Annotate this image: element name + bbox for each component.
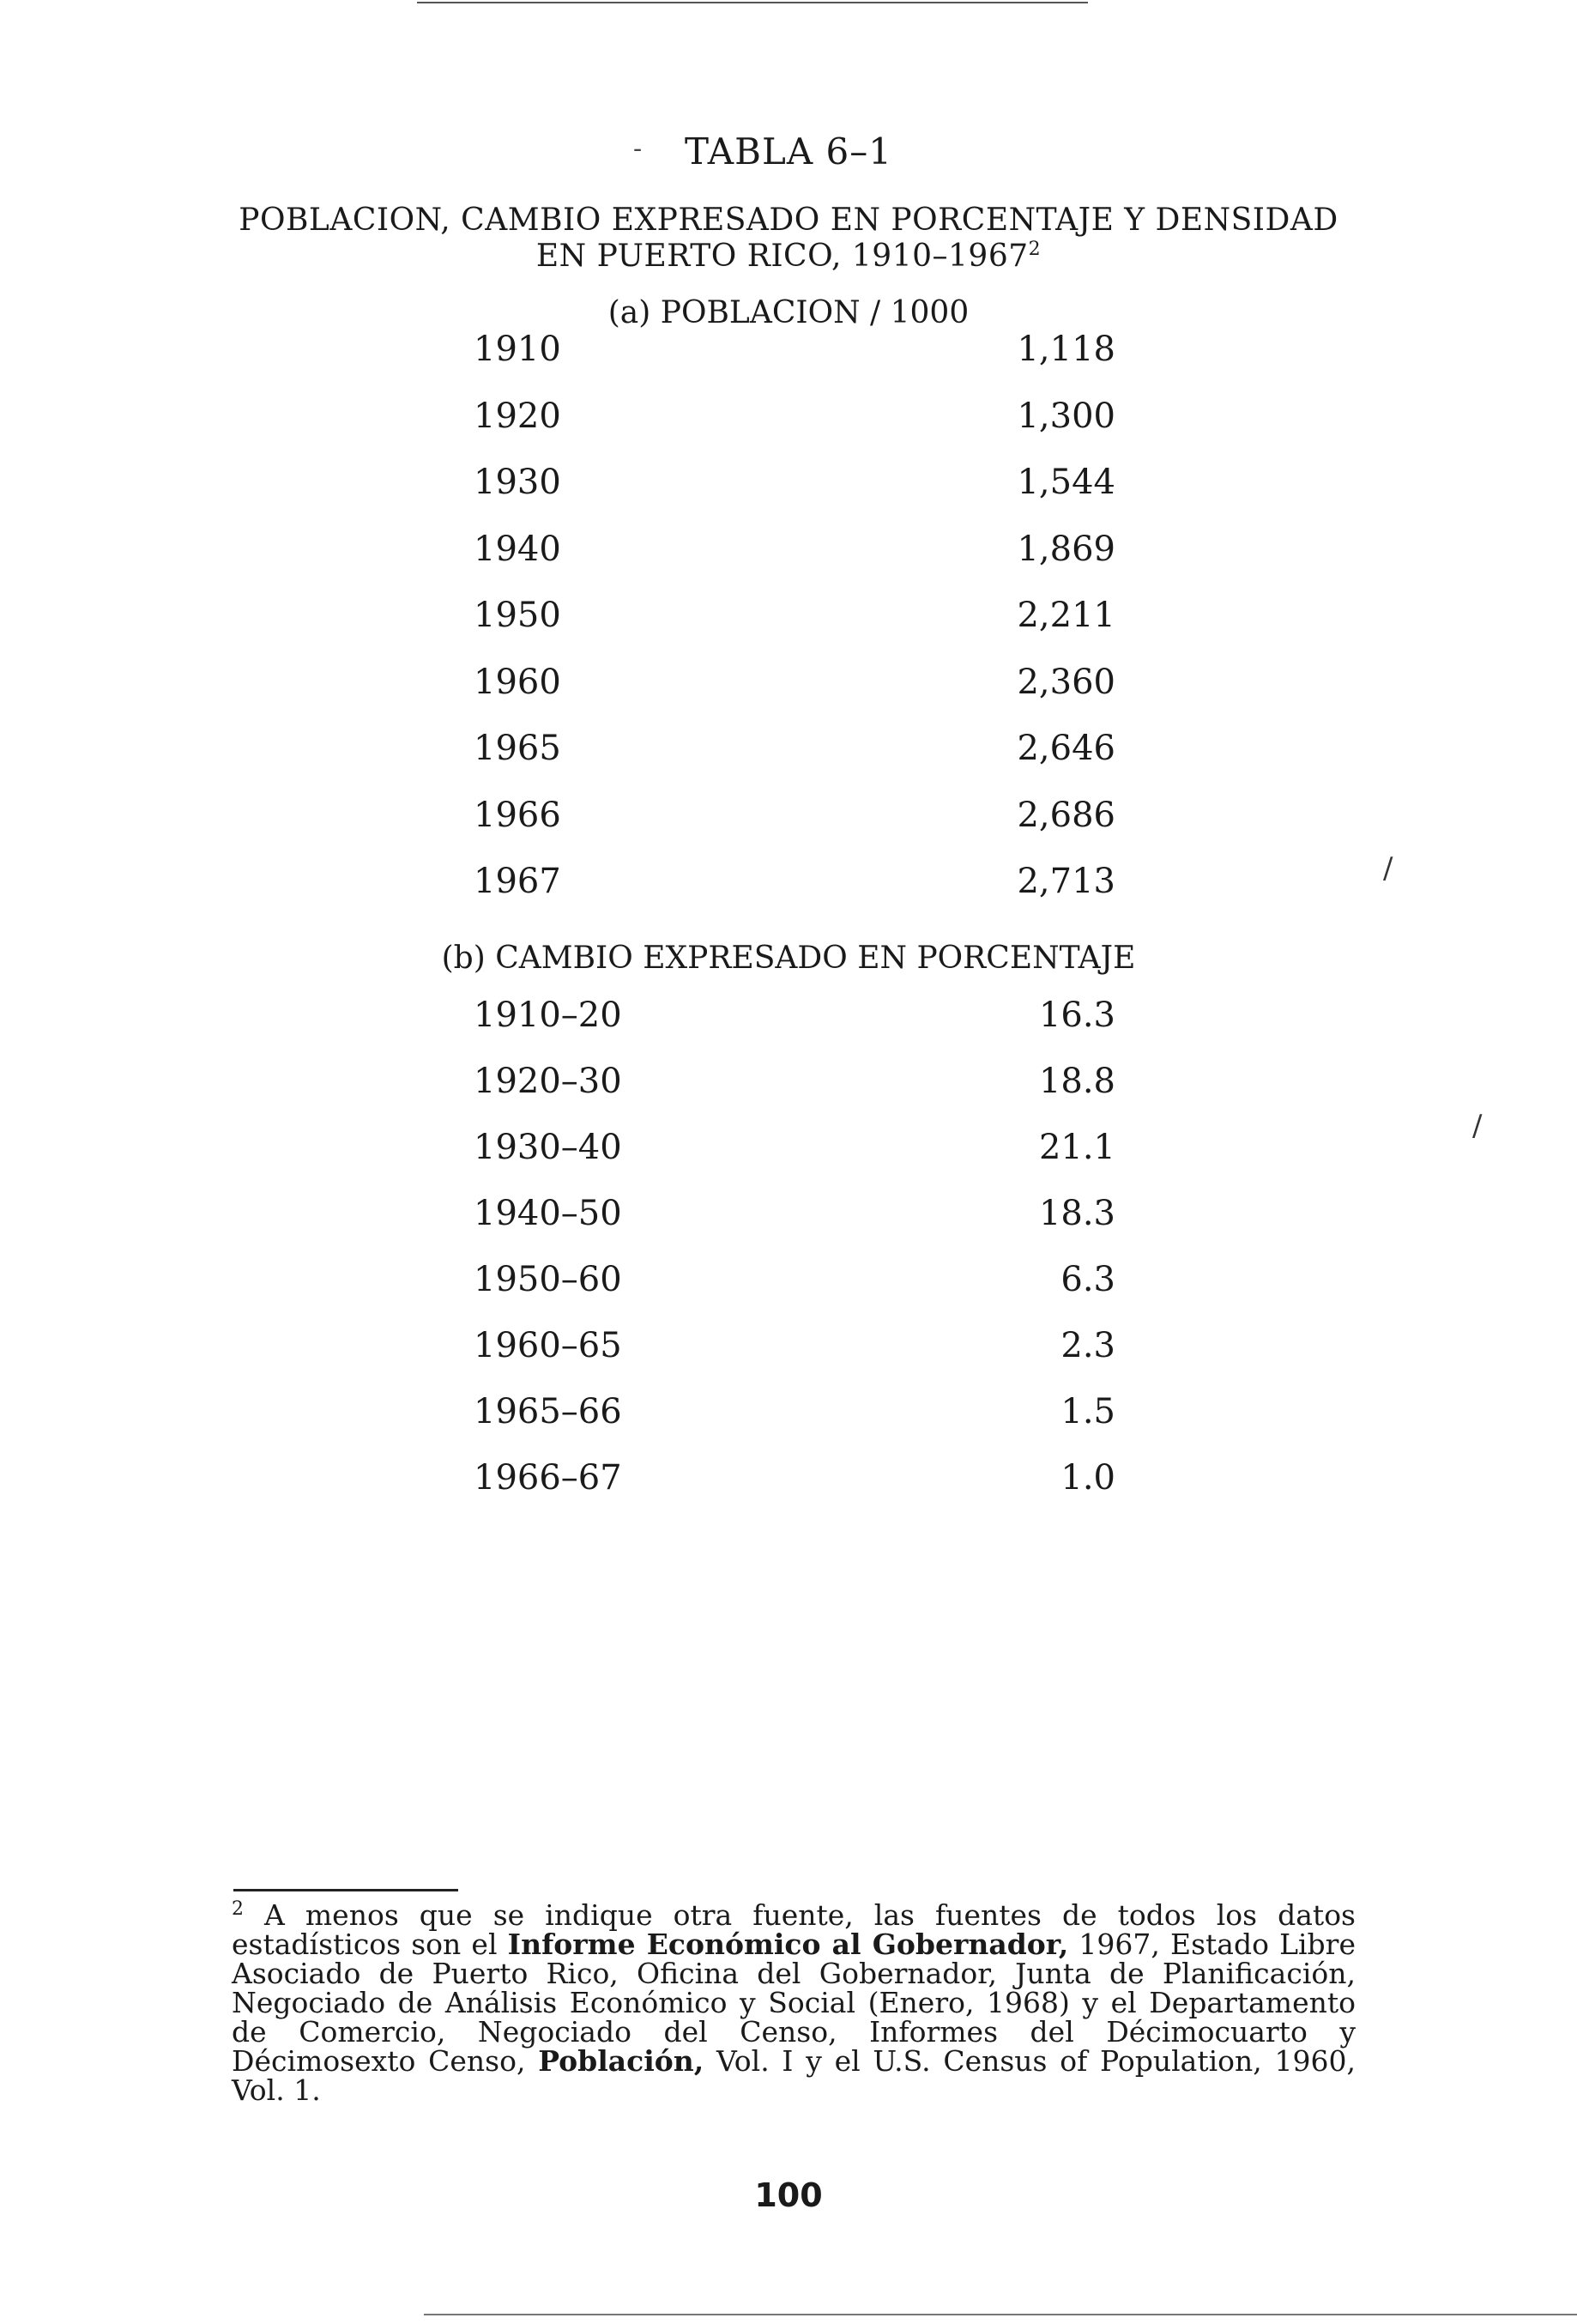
row-value: 1,118 xyxy=(1017,330,1115,369)
row-period: 1920–30 xyxy=(474,1062,622,1101)
table-row xyxy=(0,463,1577,505)
table-row xyxy=(0,1260,1577,1303)
row-value: 1,300 xyxy=(1017,396,1115,436)
row-value: 2,646 xyxy=(1017,729,1115,768)
table-heading-line-1: POBLACION, CAMBIO EXPRESADO EN PORCENTAJE Y DENSIDAD xyxy=(239,203,1338,238)
stray-mark: - xyxy=(633,134,643,164)
footnote-text: 1967, Estado Libre Asociado de Puerto Rico, Oficina del Gobernador, Junta de Planificación, Negociado de Análisis Económico y Social (Enero, 1968) y el Departamento de Comercio, Negociado del Censo, Informes del Décimocuarto y Décimosexto Censo, xyxy=(232,1928,1356,2078)
row-period: 1920 xyxy=(474,396,561,436)
footnote-bold-title: Informe Económico al Gobernador, xyxy=(507,1928,1069,1961)
footnote xyxy=(232,1895,1356,2105)
row-value: 1,869 xyxy=(1017,529,1115,569)
table-row xyxy=(0,530,1577,572)
table-heading-line-2: EN PUERTO RICO, 1910–1967$^2$ xyxy=(535,239,1042,274)
scan-edge-top xyxy=(417,2,1088,3)
row-period: 1965–66 xyxy=(474,1392,622,1431)
row-period: 1950–60 xyxy=(474,1260,622,1299)
row-value: 16.3 xyxy=(1038,996,1115,1035)
footnote-reference: 2 xyxy=(1028,239,1042,260)
table-row xyxy=(0,1458,1577,1501)
section-a-label: (a) POBLACION / 1000 xyxy=(607,295,970,330)
footnote-mark: 2 xyxy=(232,1898,244,1920)
row-period: 1940–50 xyxy=(474,1194,622,1233)
footnote-text: Vol. I y el U.S. Census of Population, 1960, Vol. 1. xyxy=(232,2044,1356,2107)
row-value: 18.3 xyxy=(1038,1194,1115,1233)
row-value: 2,686 xyxy=(1017,795,1115,835)
table-row xyxy=(0,1194,1577,1237)
table-row xyxy=(0,663,1577,705)
table-row xyxy=(0,1392,1577,1435)
row-value: 1.5 xyxy=(1060,1392,1115,1431)
row-period: 1930 xyxy=(474,463,561,502)
row-value: 2.3 xyxy=(1060,1326,1115,1365)
row-value: 2,360 xyxy=(1017,662,1115,702)
stray-mark: / xyxy=(1383,851,1393,886)
table-row xyxy=(0,596,1577,638)
row-value: 2,713 xyxy=(1017,862,1115,901)
scan-edge-bottom xyxy=(424,2314,1577,2315)
row-value: 2,211 xyxy=(1017,596,1115,635)
table-row xyxy=(0,1062,1577,1105)
stray-mark: / xyxy=(1472,1109,1483,1143)
table-row xyxy=(0,862,1577,905)
row-value: 6.3 xyxy=(1060,1260,1115,1299)
footnote-bold-title: Población, xyxy=(538,2044,704,2078)
table-row xyxy=(0,1326,1577,1369)
row-period: 1965 xyxy=(474,729,561,768)
row-period: 1967 xyxy=(474,862,561,901)
row-period: 1960 xyxy=(474,662,561,702)
row-period: 1910 xyxy=(474,330,561,369)
row-period: 1950 xyxy=(474,596,561,635)
table-row xyxy=(0,396,1577,439)
row-period: 1940 xyxy=(474,529,561,569)
row-period: 1966 xyxy=(474,795,561,835)
page-number: 100 xyxy=(754,2176,823,2214)
row-value: 1,544 xyxy=(1017,463,1115,502)
table-row xyxy=(0,1128,1577,1171)
footnote-text: A menos que se indique otra fuente, las fuentes de todos los datos estadísticos son el xyxy=(232,1898,1356,1961)
table-row xyxy=(0,729,1577,772)
row-period: 1966–67 xyxy=(474,1458,622,1498)
table-label-text: TABLA 6–1 xyxy=(685,130,892,172)
row-value: 21.1 xyxy=(1038,1128,1115,1167)
row-period: 1960–65 xyxy=(474,1326,622,1365)
table-row xyxy=(0,796,1577,838)
table-label xyxy=(0,130,1577,172)
table-row xyxy=(0,330,1577,372)
section-b-label: (b) CAMBIO EXPRESADO EN PORCENTAJE xyxy=(441,941,1136,976)
table-row xyxy=(0,996,1577,1038)
row-value: 18.8 xyxy=(1038,1062,1115,1101)
row-period: 1930–40 xyxy=(474,1128,622,1167)
footnote-rule xyxy=(233,1889,458,1891)
row-value: 1.0 xyxy=(1060,1458,1115,1498)
row-period: 1910–20 xyxy=(474,996,622,1035)
